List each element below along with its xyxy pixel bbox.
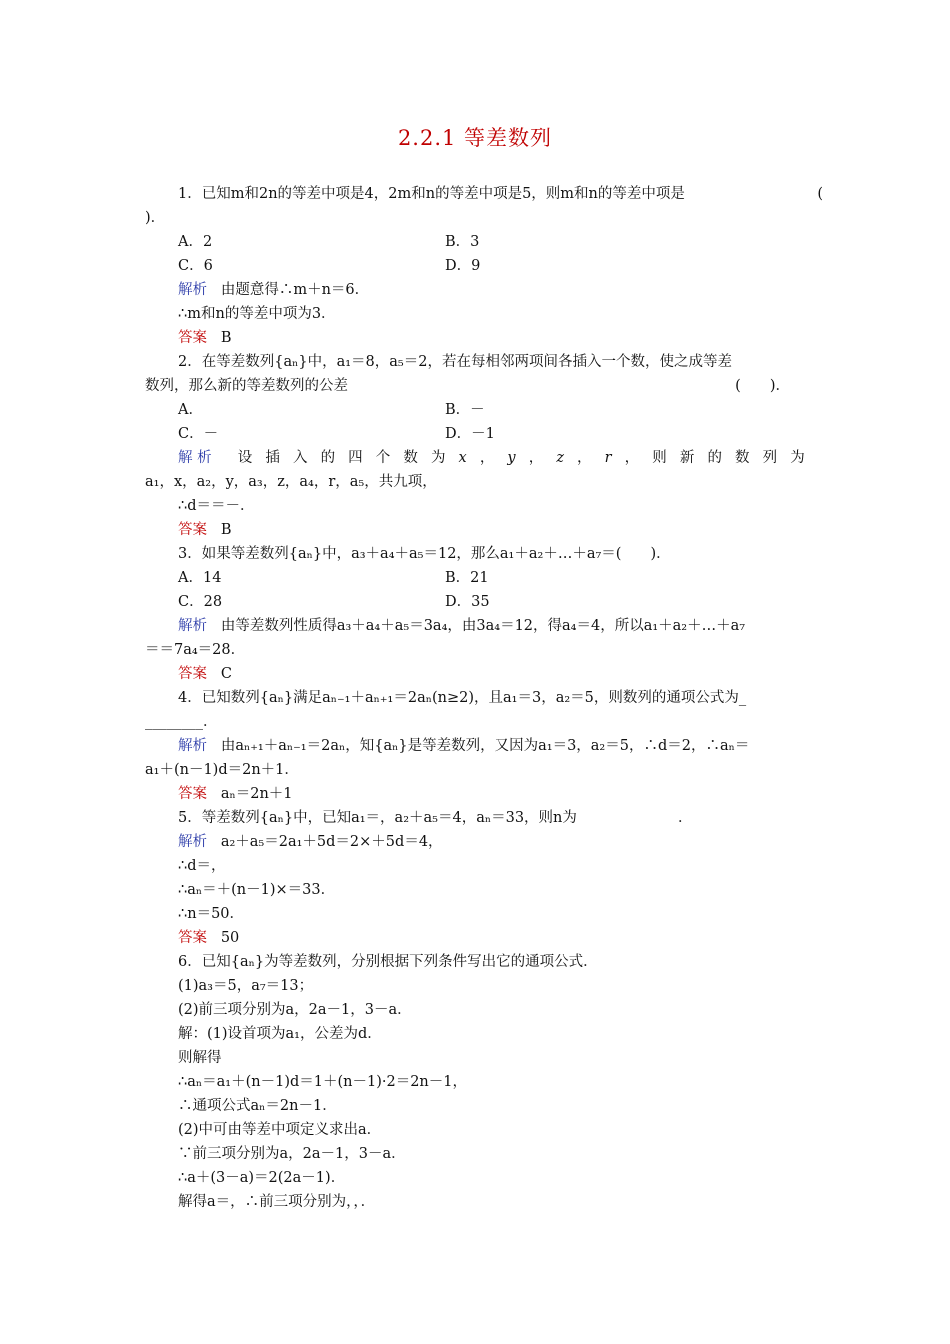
q1-option-a: A．2 [178, 234, 213, 250]
q1-jiexi: 解析 由题意得∴m＋n＝6． [178, 282, 370, 298]
answer-label: 答案 [178, 786, 207, 802]
q4-jiexi: 解析 由aₙ₊₁＋aₙ₋₁＝2aₙ，知{aₙ}是等差数列，又因为a₁＝3，a₂＝5，∴d＝2，∴aₙ＝ [178, 738, 750, 754]
q3-option-c: C．28 [178, 594, 223, 610]
q6-solution-1: 解：(1)设首项为a₁，公差为d． [178, 1026, 382, 1042]
q6-stem: 6．已知{aₙ}为等差数列，分别根据下列条件写出它的通项公式． [178, 954, 598, 970]
q3-option-a: A．14 [178, 570, 222, 586]
q2-jiexi: 解 析 设 插 入 的 四 个 数 为 x ， y ， z ， r ， 则 新 的 数 列 为 [178, 446, 838, 470]
jiexi-label: 解析 [178, 282, 207, 298]
jiexi-label: 解析 [178, 618, 207, 634]
q6-solution-7: ∴a＋(3－a)＝2(2a－1)． [178, 1170, 346, 1186]
q2-option-a: A． [178, 402, 203, 418]
q2-option-c: C．－ [178, 426, 219, 442]
q1-paren: ( [817, 186, 823, 202]
q4-answer: 答案 aₙ＝2n＋1 [178, 786, 293, 802]
q6-solution-5: (2)中可由等差中项定义求出a． [178, 1122, 382, 1138]
q6-solution-8: 解得a＝，∴前三项分别为，，． [178, 1194, 376, 1210]
q3-options-ab [178, 566, 838, 590]
q2-option-d: D．－1 [445, 426, 495, 442]
q5-stem: 5．等差数列{aₙ}中，已知a₁＝，a₂＋a₅＝4，aₙ＝33，则n为 ． [178, 810, 693, 826]
q5-jiexi: 解析 a₂＋a₅＝2a₁＋5d＝2×＋5d＝4， [178, 834, 443, 850]
answer-label: 答案 [178, 666, 207, 682]
q1-jiexi-2: ∴m和n的等差中项为3． [178, 306, 336, 322]
q2-jiexi-3: ∴d＝＝－． [178, 498, 255, 514]
q3-jiexi-2: ＝＝7a₄＝28． [145, 642, 246, 658]
answer-label: 答案 [178, 330, 207, 346]
q1-stem-cont: )． [145, 210, 166, 226]
jiexi-label: 解析 [178, 834, 207, 850]
q2-stem: 2．在等差数列{aₙ}中，a₁＝8，a₅＝2，若在每相邻两项间各插入一个数，使之成等差 [178, 354, 732, 370]
jiexi-label: 解 析 [178, 450, 212, 466]
q6-solution-2: 则解得 [178, 1050, 222, 1066]
q6-solution-4: ∴通项公式aₙ＝2n－1． [178, 1098, 337, 1114]
q3-option-b: B．21 [445, 570, 489, 586]
q2-option-b: B．－ [445, 402, 485, 418]
answer-label: 答案 [178, 930, 207, 946]
q5-jiexi-4: ∴n＝50． [178, 906, 245, 922]
q3-answer: 答案 C [178, 666, 232, 682]
q1-option-c: C．6 [178, 258, 213, 274]
q3-jiexi: 解析 由等差数列性质得a₃＋a₄＋a₅＝3a₄，由3a₄＝12，得a₄＝4，所以a₁＋a₂＋…＋a₇ [178, 618, 746, 634]
q5-jiexi-3: ∴aₙ＝＋(n－1)×＝33． [178, 882, 336, 898]
q6-condition-1: (1)a₃＝5，a₇＝13； [178, 978, 314, 994]
q1-stem: 1．已知m和2n的等差中项是4，2m和n的等差中项是5，则m和n的等差中项是 ( [178, 182, 838, 206]
q3-stem: 3．如果等差数列{aₙ}中，a₃＋a₄＋a₅＝12，那么a₁＋a₂＋…＋a₇＝( )． [178, 546, 671, 562]
q2-paren: ( )． [735, 378, 790, 394]
q2-options-ab [178, 398, 838, 422]
q6-solution-3: ∴aₙ＝a₁＋(n－1)d＝1＋(n－1)·2＝2n－1， [178, 1074, 467, 1090]
q5-answer: 答案 50 [178, 930, 240, 946]
q1-options-ab [178, 230, 838, 254]
q2-options-cd [178, 422, 838, 446]
answer-label: 答案 [178, 522, 207, 538]
q3-option-d: D．35 [445, 594, 490, 610]
jiexi-label: 解析 [178, 738, 207, 754]
q5-jiexi-2: ∴d＝， [178, 858, 226, 874]
q2-answer: 答案 B [178, 522, 232, 538]
q6-solution-6: ∵前三项分别为a，2a－1，3－a． [178, 1146, 406, 1162]
q1-option-d: D．9 [445, 258, 481, 274]
q1-option-b: B．3 [445, 234, 480, 250]
q2-stem-cont: 数列，那么新的等差数列的公差 ( )． [145, 374, 805, 398]
q2-jiexi-2: a₁，x，a₂，y，a₃，z，a₄，r，a₅，共九项， [145, 474, 437, 490]
q4-stem-cont: ________． [145, 714, 218, 730]
q3-options-cd [178, 590, 838, 614]
q4-jiexi-2: a₁＋(n－1)d＝2n＋1． [145, 762, 299, 778]
q1-options-cd [178, 254, 838, 278]
q4-stem: 4．已知数列{aₙ}满足aₙ₋₁＋aₙ₊₁＝2aₙ(n≥2)，且a₁＝3，a₂＝5，则数列的通项公式为_ [178, 690, 747, 706]
q6-condition-2: (2)前三项分别为a，2a－1，3－a． [178, 1002, 412, 1018]
q1-answer: 答案 B [178, 330, 232, 346]
page-title: 2.2.1 等差数列 [397, 126, 553, 150]
